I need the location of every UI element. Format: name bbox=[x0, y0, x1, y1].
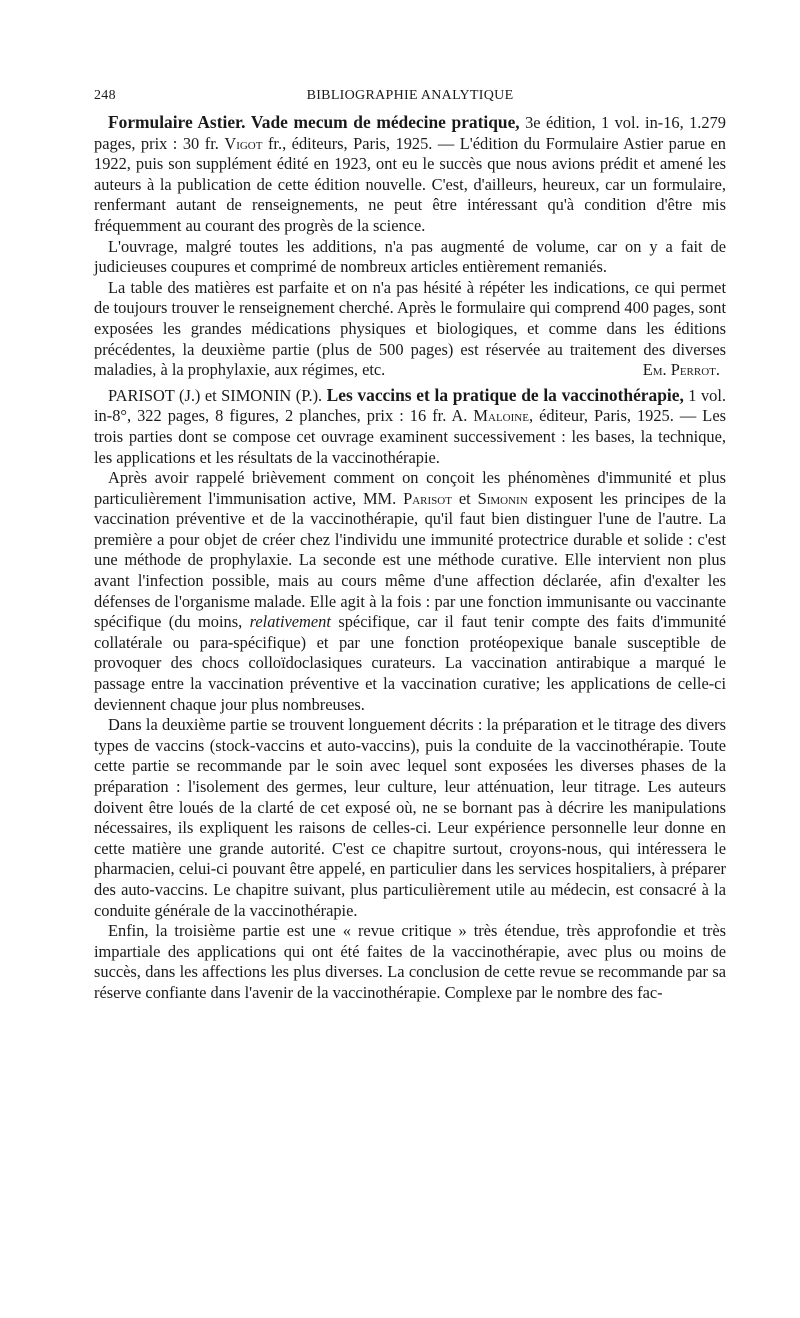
review1-paragraph-1: Formulaire Astier. Vade mecum de médecine pratique, 3e édition, 1 vol. in-16, 1.279 pages, prix : 30 fr. Vigot fr., éditeurs, Paris, 1925. — L'édition du Formulaire Astier parue en 1922, puis son supplément édité en 1923, ont eu le succès que nous avions prédit et amené les auteurs à la publication de cette édition nouvelle. C'est, d'ailleurs, heureux, car un formulaire, renfermant autant de renseignements, ne peut être intéressant qu'à condition d'être mis fréquemment au courant des progrès de la science. bbox=[94, 112, 726, 235]
page-header bbox=[94, 86, 726, 112]
review-vaccins-vaccinotherapie bbox=[94, 385, 726, 1004]
review2-paragraph-1: PARISOT (J.) et SIMONIN (P.). Les vaccins et la pratique de la vaccinothérapie, 1 vol. in-8°, 322 pages, 8 figures, 2 planches, prix : 16 fr. A. Maloine, éditeur, Paris, 1925. — Les trois parties dont se compose cet ouvrage examinent successivement : les bases, la technique, les applications et les résultats de la vaccinothérapie. bbox=[94, 384, 726, 467]
review1-signature: Em. Perrot. bbox=[642, 360, 720, 380]
review1-title: Formulaire Astier. Vade mecum de médecine pratique, bbox=[108, 112, 520, 132]
publisher-name: Maloine bbox=[473, 406, 529, 426]
review2-authors: PARISOT (J.) et SIMONIN (P.). bbox=[108, 385, 327, 405]
review1-paragraph-3: La table des matières est parfaite et on n'a pas hésité à répéter les indications, ce qui permet de toujours trouver le renseignement cherché. Après le formulaire qui comprend 400 pages, sont exposées les grandes médications physiques et biologiques, et comme dans les éditions précédentes, la deuxième partie (plus de 500 pages) est réservée au traitement des diverses maladies, à la prophylaxie, aux régimes, etc. Em. Perrot. bbox=[94, 277, 726, 380]
review-formulaire-astier bbox=[94, 112, 726, 381]
review2-paragraph-4: Enfin, la troisième partie est une « revue critique » très étendue, très approfondie et très impartiale des applications qui ont été faites de la vaccinothérapie, avec plus ou moins de succès, dans les affections les plus diverses. La conclusion de cette revue se recommande par sa réserve confiante dans l'avenir de la vaccinothérapie. Complexe par le nombre des fac- bbox=[94, 921, 726, 1002]
running-title: BIBLIOGRAPHIE ANALYTIQUE bbox=[306, 88, 514, 103]
review2-paragraph-2: Après avoir rappelé brièvement comment on conçoit les phénomènes d'immunité et plus particulièrement l'immunisation active, MM. Parisot et Simonin exposent les principes de la vaccination préventive et de la vaccinothérapie, qu'il faut bien distinguer l'une de l'autre. La première a pour objet de créer chez l'individu une immunité protectrice durable et solide : c'est une méthode de prophylaxie. La seconde est une méthode curative. Elle intervient non plus avant l'infection possible, mais au cours même d'une affection déclarée, afin d'exalter les défenses de l'organisme malade. Elle agit à la fois : par une fonction immunisante ou vaccinante spécifique (du moins, relativement spécifique, car il faut tenir compte des faits d'immunité collatérale ou para-spécifique) et par une fonction protéopexique banale susceptible de provoquer des chocs colloïdoclasiques curateurs. La vaccination antirabique a marqué le passage entre la vaccination préventive et la vaccination curative; les applications de celle-ci deviennent chaque jour plus nombreuses. bbox=[94, 468, 726, 714]
review2-paragraph-3: Dans la deuxième partie se trouvent longuement décrits : la préparation et le titrage des divers types de vaccins (stock-vaccins et auto-vaccins), puis la conduite de la vaccinothérapie. Toute cette partie se recommande par le soin avec lequel sont exposées les diverses phases de la préparation : l'isolement des germes, leur culture, leur atténuation, leur titrage. Les auteurs doivent être loués de la clarté de cet exposé où, ne se bornant pas à décrire les manipulations nécessaires, ils expliquent les raisons de celles-ci. Leur expérience personnelle leur donne en cette matière une grande autorité. C'est ce chapitre surtout, croyons-nous, qui intéressera le pharmacien, celui-ci pouvant être appelé, en particulier dans les services hospitaliers, à préparer des auto-vaccins. Le chapitre suivant, plus particulièrement utile au médecin, est consacré à la conduite générale de la vaccinothérapie. bbox=[94, 715, 726, 920]
publisher-name: Vigot bbox=[224, 133, 263, 153]
italic-term: relativement bbox=[249, 612, 331, 632]
author-name: Simonin bbox=[477, 488, 528, 508]
review2-title: Les vaccins et la pratique de la vaccinothérapie, bbox=[326, 384, 684, 405]
document-page bbox=[94, 86, 726, 1004]
page-number: 248 bbox=[94, 88, 116, 103]
author-name: Parisot bbox=[403, 488, 452, 508]
review1-paragraph-2: L'ouvrage, malgré toutes les additions, n'a pas augmenté de volume, car on y a fait de judicieuses coupures et comprimé de nombreux articles entièrement remaniés. bbox=[94, 236, 726, 277]
